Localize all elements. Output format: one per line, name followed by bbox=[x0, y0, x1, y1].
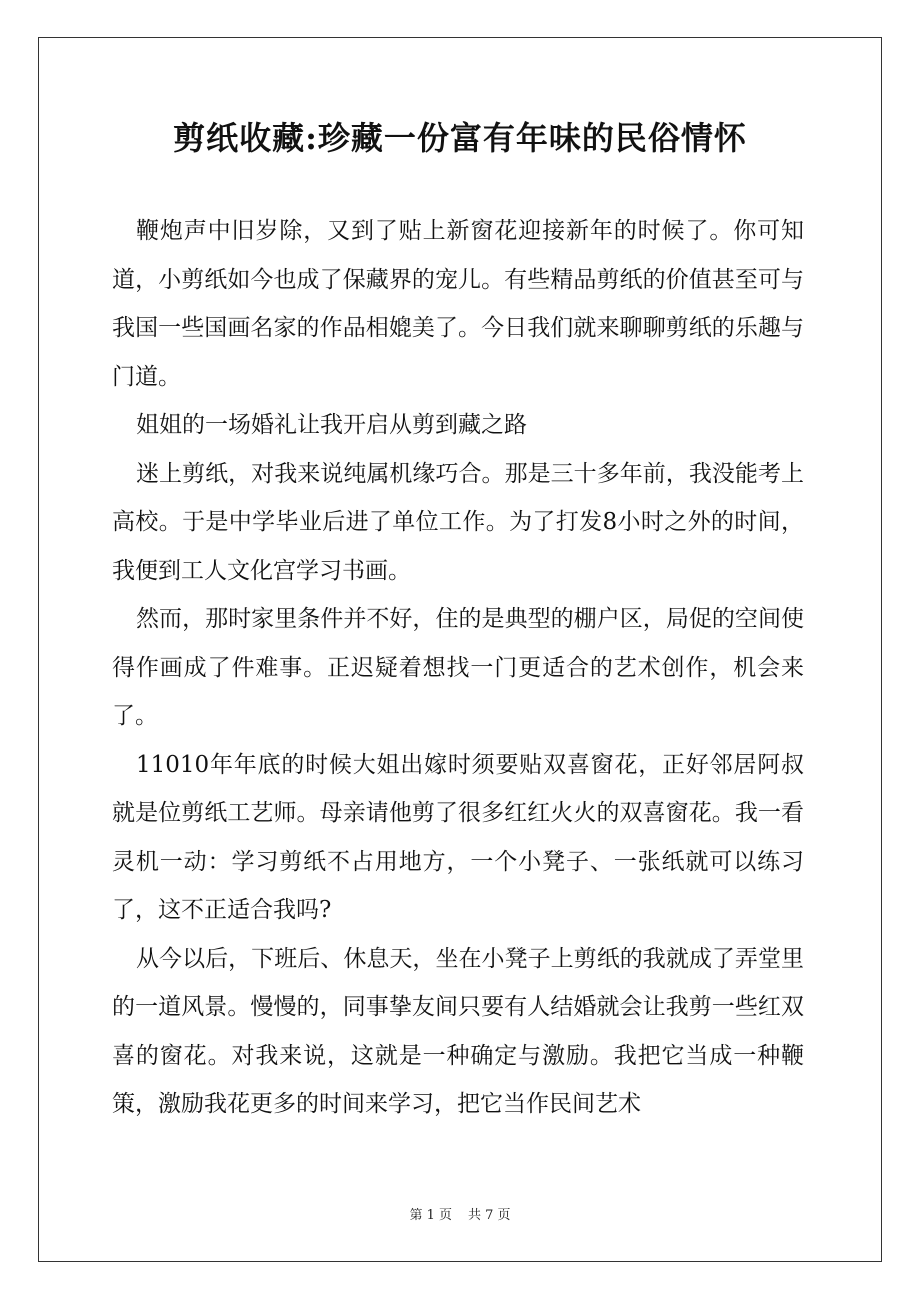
paragraph: 11010年年底的时候大姐出嫁时须要贴双喜窗花，正好邻居阿叔就是位剪纸工艺师。母亲请他剪了很多红红火火的双喜窗花。我一看灵机一动：学习剪纸不占用地方，一个小凳子、一张纸就可以练习了，这不正适合我吗? bbox=[112, 751, 804, 923]
page-footer bbox=[38, 1206, 882, 1226]
paragraph: 迷上剪纸，对我来说纯属机缘巧合。那是三十多年前，我没能考上高校。于是中学毕业后进了单位工作。为了打发8小时之外的时间，我便到工人文化宫学习书画。 bbox=[112, 460, 804, 584]
document-title: 剪纸收藏:珍藏一份富有年味的民俗情怀 bbox=[173, 119, 747, 157]
section-heading: 姐姐的一场婚礼让我开启从剪到藏之路 bbox=[136, 412, 527, 438]
paragraph: 从今以后，下班后、休息天，坐在小凳子上剪纸的我就成了弄堂里的一道风景。慢慢的，同事挚友间只要有人结婚就会让我剪一些红双喜的窗花。对我来说，这就是一种确定与激励。我把它当成一种鞭策，激励我花更多的时间来学习，把它当作民间艺术 bbox=[112, 945, 804, 1117]
page-total: 共 7 页 bbox=[468, 1208, 511, 1223]
paragraph: 然而，那时家里条件并不好，住的是典型的棚户区，局促的空间使得作画成了件难事。正迟疑着想找一门更适合的艺术创作，机会来了。 bbox=[112, 606, 804, 729]
paragraph-intro: 鞭炮声中旧岁除，又到了贴上新窗花迎接新年的时候了。你可知道，小剪纸如今也成了保藏界的宠儿。有些精品剪纸的价值甚至可与我国一些国画名家的作品相媲美了。今日我们就来聊聊剪纸的乐趣与门道。 bbox=[112, 218, 804, 390]
page-number: 第 1 页 bbox=[409, 1208, 452, 1223]
document-body bbox=[112, 207, 804, 1129]
